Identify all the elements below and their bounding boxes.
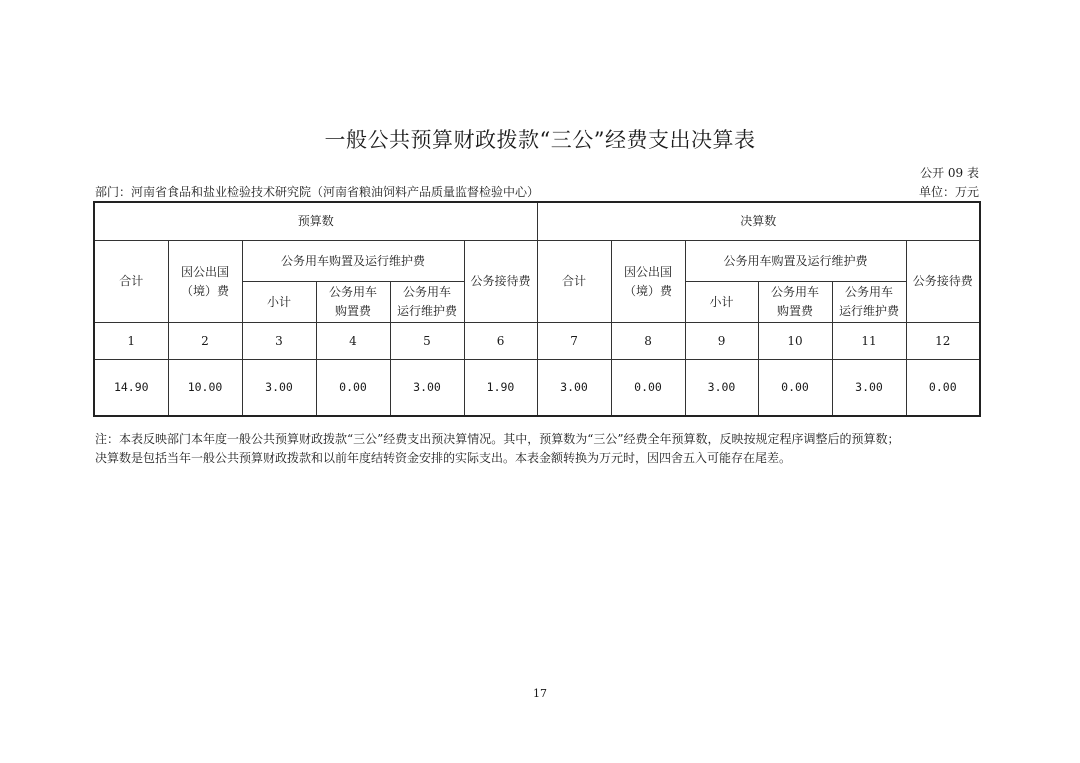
header-line: （境）费 — [624, 283, 673, 298]
note-line-2: 决算数是包括当年一般公共预算财政拨款和以前年度结转资金安排的实际支出。本表金额转换为万元时，因四舍五入可能存在尾差。 — [95, 451, 792, 465]
budget-overseas-header — [168, 241, 242, 323]
final-total-value: 3.00 — [537, 360, 611, 417]
final-vehicle-subtotal-value: 3.00 — [685, 360, 758, 417]
final-vehicle-purchase-header — [758, 282, 832, 323]
final-total-header: 合计 — [537, 241, 611, 323]
header-line: 公务用车 — [402, 285, 451, 299]
budget-vehicle-operation-header — [390, 282, 464, 323]
final-vehicle-operation-header — [832, 282, 906, 323]
column-index: 4 — [316, 323, 390, 360]
header-line: 因公出国 — [180, 264, 229, 279]
column-index: 11 — [832, 323, 906, 360]
column-index: 5 — [390, 323, 464, 360]
header-line: 购置费 — [334, 304, 371, 318]
final-reception-header: 公务接待费 — [906, 241, 980, 323]
budget-reception-value: 1.90 — [464, 360, 537, 417]
final-overseas-value: 0.00 — [611, 360, 685, 417]
budget-total-value: 14.90 — [94, 360, 168, 417]
column-index: 12 — [906, 323, 980, 360]
final-vehicle-header: 公务用车购置及运行维护费 — [685, 241, 906, 282]
header-line: 公务用车 — [771, 285, 820, 299]
budget-total-header: 合计 — [94, 241, 168, 323]
final-subtotal-header: 小计 — [685, 282, 758, 323]
budget-overseas-value: 10.00 — [168, 360, 242, 417]
three-public-expenses-table — [93, 201, 981, 417]
header-line: 因公出国 — [624, 264, 673, 279]
header-line: （境）费 — [180, 283, 229, 298]
budget-vehicle-subtotal-value: 3.00 — [242, 360, 316, 417]
department-label: 部门：河南省食品和盐业检验技术研究院（河南省粮油饲料产品质量监督检验中心） — [95, 185, 540, 199]
final-vehicle-purchase-value: 0.00 — [758, 360, 832, 417]
final-vehicle-operation-value: 3.00 — [832, 360, 906, 417]
form-number: 公开 09 表 — [920, 166, 979, 180]
page-number: 17 — [533, 687, 547, 700]
budget-vehicle-header: 公务用车购置及运行维护费 — [242, 241, 464, 282]
unit-label: 单位：万元 — [918, 185, 979, 199]
column-index: 3 — [242, 323, 316, 360]
budget-vehicle-purchase-value: 0.00 — [316, 360, 390, 417]
column-index: 6 — [464, 323, 537, 360]
final-group-header: 决算数 — [537, 202, 980, 241]
column-index-row — [94, 323, 980, 360]
header-line: 运行维护费 — [396, 304, 457, 318]
page-title: 一般公共预算财政拨款“三公”经费支出决算表 — [324, 128, 756, 152]
column-index: 8 — [611, 323, 685, 360]
header-line: 公务用车 — [845, 285, 894, 299]
values-row — [94, 360, 980, 417]
column-index: 9 — [685, 323, 758, 360]
final-overseas-header — [611, 241, 685, 323]
budget-vehicle-purchase-header — [316, 282, 390, 323]
final-reception-value: 0.00 — [906, 360, 980, 417]
group-header-row — [94, 202, 980, 241]
column-index: 2 — [168, 323, 242, 360]
budget-vehicle-operation-value: 3.00 — [390, 360, 464, 417]
budget-reception-header: 公务接待费 — [464, 241, 537, 323]
note-line-1: 注：本表反映部门本年度一般公共预算财政拨款“三公”经费支出预决算情况。其中，预算数为“三公”经费全年预算数，反映按规定程序调整后的预算数； — [95, 432, 900, 446]
header-line: 公务用车 — [328, 285, 377, 299]
header-line: 运行维护费 — [839, 304, 900, 318]
budget-group-header: 预算数 — [94, 202, 537, 241]
budget-subtotal-header: 小计 — [242, 282, 316, 323]
table-note — [95, 430, 995, 468]
column-index: 1 — [94, 323, 168, 360]
column-index: 7 — [537, 323, 611, 360]
header-line: 购置费 — [777, 304, 814, 318]
column-index: 10 — [758, 323, 832, 360]
column-header-row-1 — [94, 241, 980, 282]
